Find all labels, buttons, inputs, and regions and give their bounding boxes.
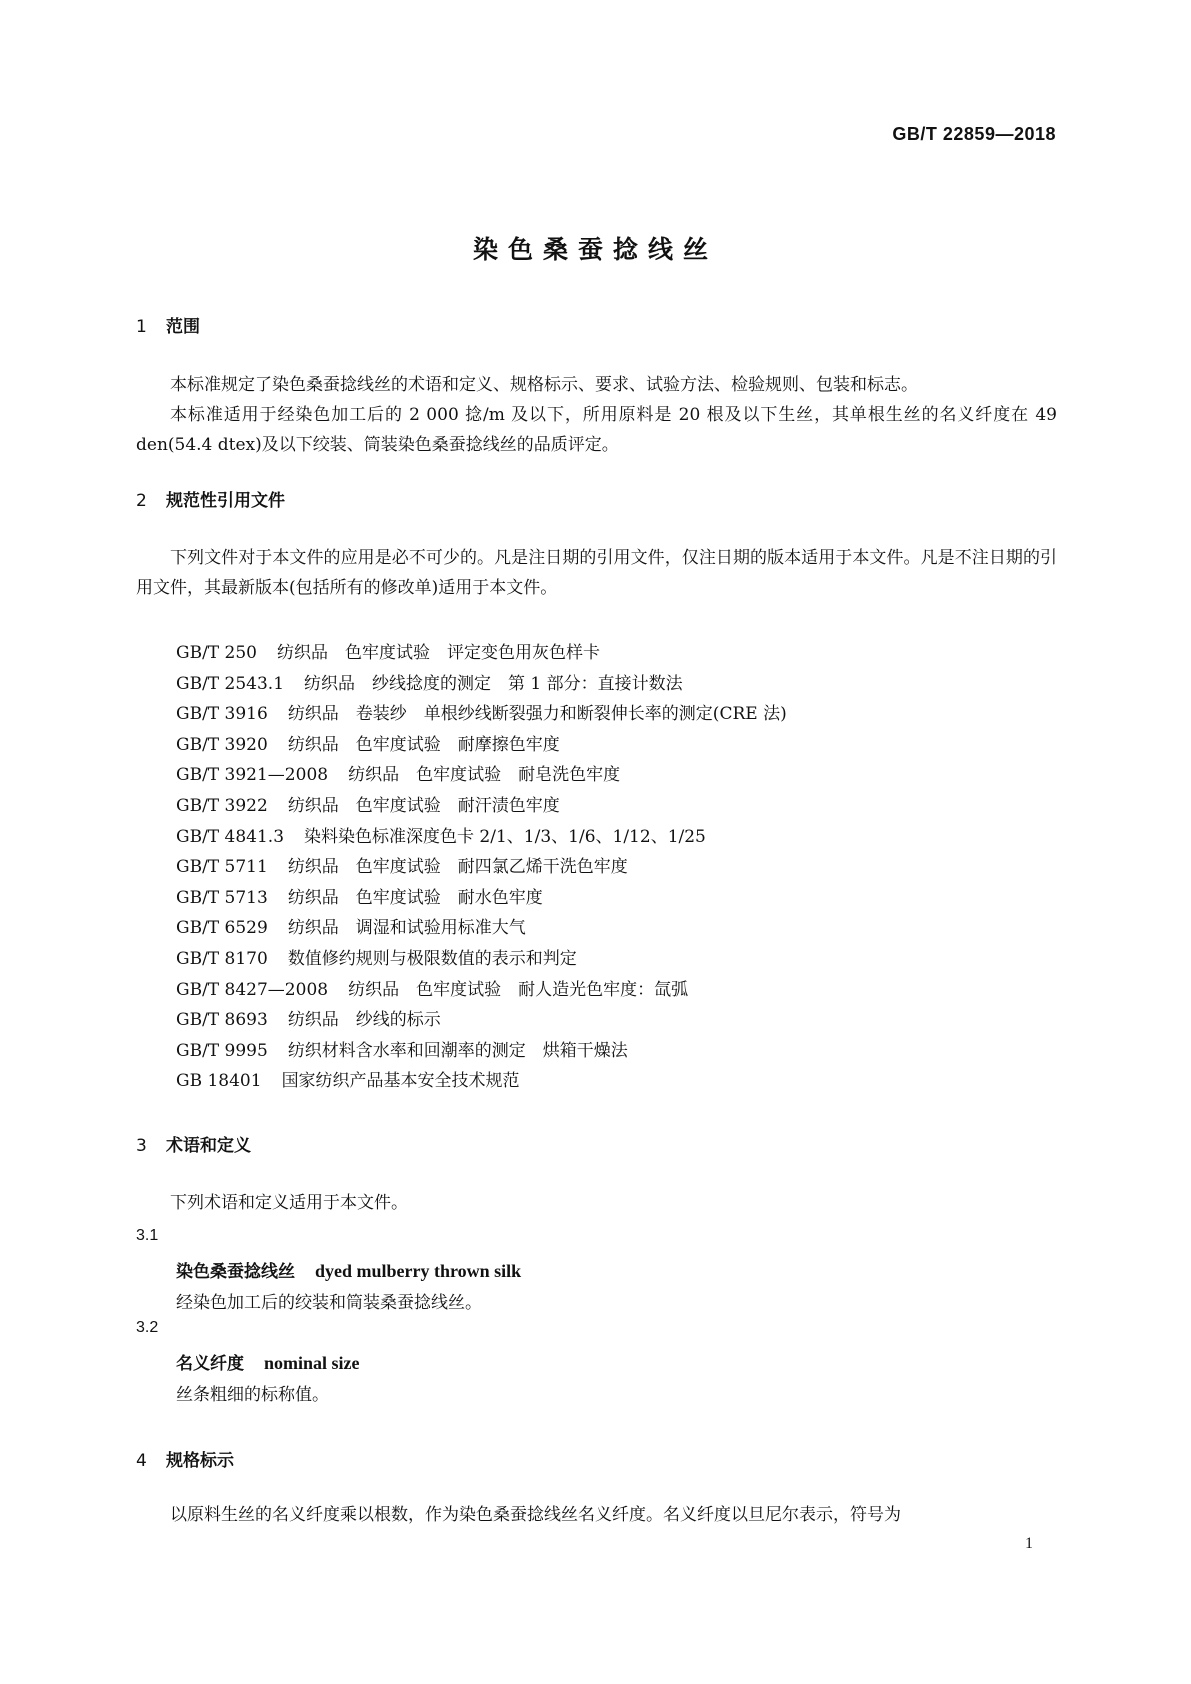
reference-code: GB/T 8427—2008 bbox=[176, 979, 329, 1000]
reference-code: GB/T 5713 bbox=[176, 887, 268, 908]
paragraph: 本标准适用于经染色加工后的 2 000 捻/m 及以下，所用原料是 20 根及以下生丝，其单根生丝的名义纤度在 49 den(54.4 dtex)及以下绞装、筒装染色桑蚕捻线丝的品质评定。 bbox=[136, 405, 1057, 455]
reference-code: GB/T 3916 bbox=[176, 704, 268, 725]
reference-code: GB 18401 bbox=[176, 1071, 262, 1092]
term-definition: 经染色加工后的绞装和筒装桑蚕捻线丝。 bbox=[176, 1293, 482, 1313]
reference-title: 纺织品 色牢度试验 耐汗渍色牢度 bbox=[287, 795, 560, 816]
reference-item bbox=[176, 944, 787, 975]
reference-title: 纺织品 色牢度试验 耐皂洗色牢度 bbox=[348, 765, 621, 786]
reference-item bbox=[176, 638, 787, 669]
reference-title: 染料染色标准深度色卡 2/1、1/3、1/6、1/12、1/25 bbox=[304, 826, 706, 847]
reference-item bbox=[176, 669, 787, 700]
reference-item bbox=[176, 699, 787, 730]
reference-item bbox=[176, 760, 787, 791]
paragraph: 本标准规定了染色桑蚕捻线丝的术语和定义、规格标示、要求、试验方法、检验规则、包装和标志。 bbox=[170, 375, 918, 395]
section-2-heading bbox=[136, 486, 285, 511]
reference-title: 纺织品 色牢度试验 评定变色用灰色样卡 bbox=[277, 643, 600, 663]
reference-title: 纺织品 色牢度试验 耐摩擦色牢度 bbox=[287, 734, 560, 755]
term-heading bbox=[176, 1349, 360, 1374]
reference-item bbox=[176, 913, 787, 944]
normative-references-list bbox=[176, 638, 787, 1097]
reference-item bbox=[176, 1036, 787, 1067]
term-english: nominal size bbox=[264, 1353, 360, 1373]
reference-code: GB/T 8693 bbox=[176, 1010, 268, 1031]
page-number: 1 bbox=[1025, 1535, 1033, 1552]
reference-code: GB/T 3922 bbox=[176, 795, 268, 816]
document-title: 染色桑蚕捻线丝 bbox=[472, 235, 718, 264]
reference-title: 纺织品 色牢度试验 耐水色牢度 bbox=[287, 887, 543, 908]
section-number: 3 bbox=[136, 1136, 147, 1156]
reference-title: 纺织材料含水率和回潮率的测定 烘箱干燥法 bbox=[287, 1040, 628, 1061]
reference-title: 纺织品 色牢度试验 耐四氯乙烯干洗色牢度 bbox=[287, 857, 628, 878]
reference-code: GB/T 250 bbox=[176, 643, 257, 663]
reference-item bbox=[176, 791, 787, 822]
paragraph: 下列文件对于本文件的应用是必不可少的。凡是注日期的引用文件，仅注日期的版本适用于本文件。凡是不注日期的引用文件，其最新版本(包括所有的修改单)适用于本文件。 bbox=[136, 548, 1057, 598]
reference-title: 数值修约规则与极限数值的表示和判定 bbox=[287, 948, 577, 969]
reference-code: GB/T 3920 bbox=[176, 734, 268, 755]
reference-title: 纺织品 色牢度试验 耐人造光色牢度：氙弧 bbox=[348, 979, 689, 1000]
reference-code: GB/T 8170 bbox=[176, 948, 268, 969]
section-title: 规格标示 bbox=[166, 1451, 234, 1471]
section-number: 2 bbox=[136, 491, 147, 511]
reference-item bbox=[176, 883, 787, 914]
term-heading bbox=[176, 1257, 521, 1282]
reference-title: 国家纺织产品基本安全技术规范 bbox=[281, 1071, 520, 1092]
section-number: 1 bbox=[136, 317, 147, 337]
reference-code: GB/T 5711 bbox=[176, 857, 268, 878]
term-chinese: 名义纤度 bbox=[176, 1354, 244, 1374]
paragraph: 下列术语和定义适用于本文件。 bbox=[170, 1193, 408, 1213]
section-4-heading bbox=[136, 1446, 234, 1471]
reference-title: 纺织品 纱线捻度的测定 第 1 部分：直接计数法 bbox=[304, 673, 683, 694]
section-title: 规范性引用文件 bbox=[166, 491, 285, 511]
reference-item bbox=[176, 730, 787, 761]
reference-code: GB/T 4841.3 bbox=[176, 826, 285, 847]
reference-item bbox=[176, 822, 787, 853]
reference-code: GB/T 3921—2008 bbox=[176, 765, 329, 786]
section-1-heading bbox=[136, 312, 200, 337]
section-title: 范围 bbox=[166, 317, 200, 337]
reference-title: 纺织品 调湿和试验用标准大气 bbox=[287, 918, 526, 939]
reference-title: 纺织品 卷装纱 单根纱线断裂强力和断裂伸长率的测定(CRE 法) bbox=[287, 704, 787, 725]
reference-item bbox=[176, 975, 787, 1006]
section-number: 4 bbox=[136, 1451, 147, 1471]
document-id: GB/T 22859—2018 bbox=[892, 124, 1056, 144]
term-number: 3.2 bbox=[136, 1319, 159, 1336]
section-title: 术语和定义 bbox=[166, 1136, 251, 1156]
term-number: 3.1 bbox=[136, 1227, 159, 1244]
paragraph: 以原料生丝的名义纤度乘以根数，作为染色桑蚕捻线丝名义纤度。名义纤度以旦尼尔表示，符号为 bbox=[170, 1505, 901, 1525]
reference-code: GB/T 6529 bbox=[176, 918, 268, 939]
reference-item bbox=[176, 852, 787, 883]
reference-item bbox=[176, 1066, 787, 1097]
section-3-heading bbox=[136, 1131, 251, 1156]
reference-code: GB/T 2543.1 bbox=[176, 673, 285, 694]
term-english: dyed mulberry thrown silk bbox=[315, 1261, 522, 1281]
term-definition: 丝条粗细的标称值。 bbox=[176, 1385, 329, 1405]
reference-code: GB/T 9995 bbox=[176, 1040, 268, 1061]
reference-item bbox=[176, 1005, 787, 1036]
term-chinese: 染色桑蚕捻线丝 bbox=[176, 1262, 295, 1282]
reference-title: 纺织品 纱线的标示 bbox=[287, 1010, 441, 1031]
